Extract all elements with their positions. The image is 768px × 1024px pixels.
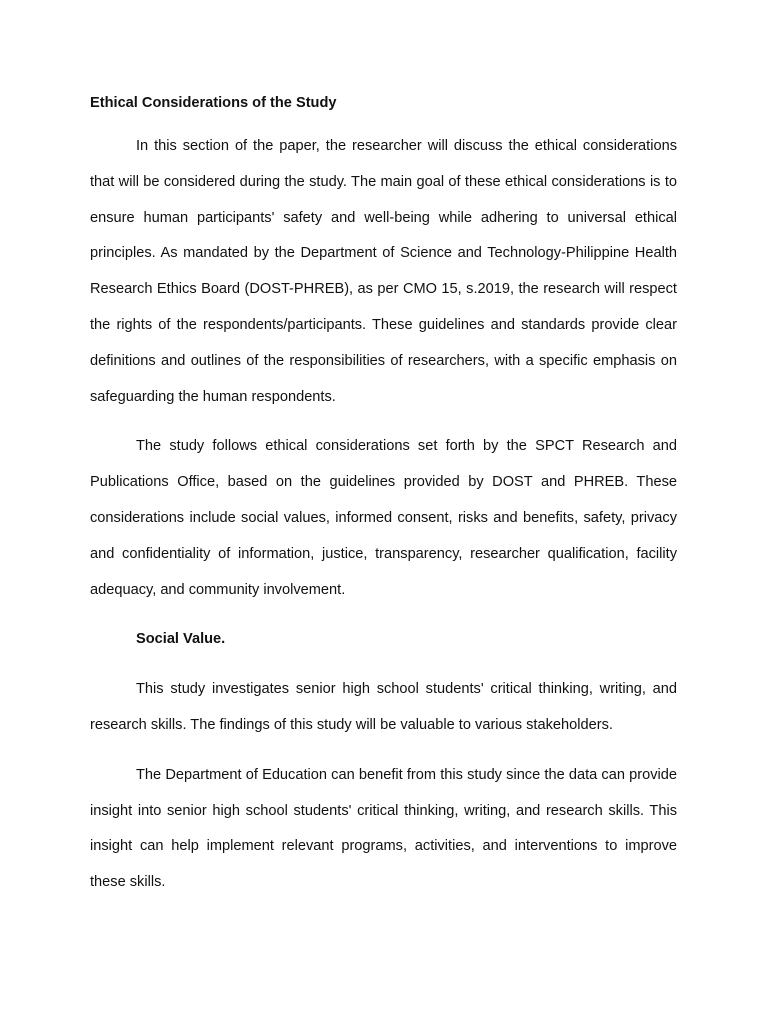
paragraph-social-value-2: The Department of Education can benefit from this study since the data can provide insight into senior high school students' critical thinking, writing, and research skills. This insight can help implement relevant programs, activities, and interventions to improve these skills. (90, 766, 677, 891)
paragraph-intro-1: In this section of the paper, the researcher will discuss the ethical considerations that will be considered during the study. The main goal of these ethical considerations is to ensure human participants' safety and well-being while adhering to universal ethical principles. As mandated by the Department of Science and Technology-Philippine Health Research Ethics Board (DOST-PHREB), as per CMO 15, s.2019, the research will respect the rights of the respondents/participants. These guidelines and standards provide clear definitions and outlines of the responsibilities of researchers, with a specific emphasis on safeguarding the human respondents. (90, 138, 677, 405)
section-title: Ethical Considerations of the Study (90, 95, 337, 111)
paragraph-social-value-1: This study investigates senior high school students' critical thinking, writing, and research skills. The findings of this study will be valuable to various stakeholders. (90, 681, 677, 733)
paragraph-intro-2: The study follows ethical considerations set forth by the SPCT Research and Publications Office, based on the guidelines provided by DOST and PHREB. These considerations include social values, informed consent, risks and benefits, safety, privacy and confidentiality of information, justice, transparency, researcher qualification, facility adequacy, and community involvement. (90, 438, 677, 598)
subheading-social-value: Social Value. (136, 631, 226, 648)
document-body (90, 92, 677, 915)
